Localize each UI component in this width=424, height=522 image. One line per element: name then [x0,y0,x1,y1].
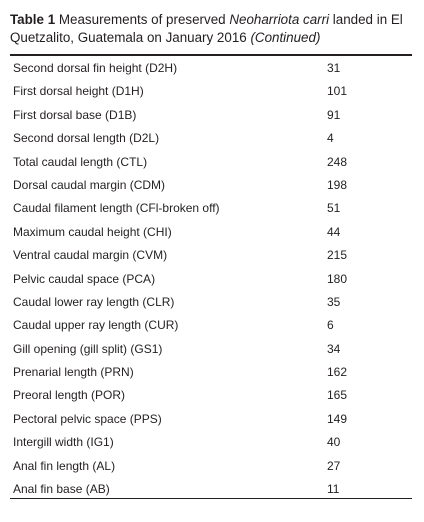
measurement-value: 180 [327,271,348,286]
measurement-value: 215 [327,248,348,263]
table-row [10,80,412,103]
table-row [10,291,412,314]
species-name: Neoharriota carri [229,12,330,27]
table-row [10,361,412,384]
measurement-name: Caudal lower ray length (CLR) [13,294,175,309]
table-row [10,151,412,174]
measurement-name: First dorsal base (D1B) [13,107,137,122]
table-row [10,197,412,220]
table-row [10,244,412,267]
measurement-name: Ventral caudal margin (CVM) [13,248,168,263]
table-row [10,314,412,337]
measurement-value: 4 [327,131,334,146]
caption-text-end: landed in El Quetzalito, Guatemala on January 2016 [10,12,403,45]
measurement-value: 35 [327,294,341,309]
measurement-value: 101 [327,84,348,99]
table-row [10,384,412,407]
table-row [10,174,412,197]
table-label: Table 1 [10,12,56,27]
measurement-value: 248 [327,154,348,169]
measurement-name: First dorsal height (D1H) [13,84,144,99]
measurement-value: 11 [327,482,340,497]
measurement-name: Gill opening (gill split) (GS1) [13,341,163,356]
measurement-name: Pelvic caudal space (PCA) [13,271,156,286]
caption-text-start: Measurements of preserved [55,12,230,27]
measurement-name: Anal fin base (AB) [13,482,110,497]
measurement-value: 91 [327,107,341,122]
measurement-value: 27 [327,458,341,473]
measurement-value: 34 [327,341,341,356]
table-row [10,127,412,150]
measurement-name: Prenarial length (PRN) [13,365,134,380]
measurements-table [10,57,412,501]
measurement-value: 162 [327,365,348,380]
measurement-name: Second dorsal fin height (D2H) [13,61,178,75]
measurement-value: 6 [327,318,334,333]
continued-note: (Continued) [250,29,321,45]
measurement-value: 198 [327,177,348,192]
measurement-value: 31 [327,61,341,75]
table-row [10,221,412,244]
table-bottom-rule [10,498,412,499]
table-row [10,408,412,431]
measurement-name: Preoral length (POR) [13,388,126,403]
measurement-value: 149 [327,411,348,426]
measurement-value: 40 [327,435,341,450]
measurement-value: 44 [327,224,341,239]
table-row [10,431,412,454]
measurement-name: Caudal upper ray length (CUR) [13,318,179,333]
measurement-name: Dorsal caudal margin (CDM) [13,177,166,192]
table-row [10,268,412,291]
measurement-name: Pectoral pelvic space (PPS) [13,411,162,426]
table-row [10,338,412,361]
measurement-name: Caudal filament length (CFl-broken off) [13,201,220,216]
table-row [10,104,412,127]
measurement-name: Second dorsal length (D2L) [13,131,160,146]
measurement-name: Intergill width (IG1) [13,435,114,450]
table-row [10,57,412,80]
measurement-name: Anal fin length (AL) [13,458,116,473]
table-row [10,455,412,478]
measurement-name: Maximum caudal height (CHI) [13,224,172,239]
table-caption [10,11,414,46]
measurement-value: 51 [327,201,341,216]
measurement-value: 165 [327,388,348,403]
table-top-rule [10,54,412,56]
measurement-name: Total caudal length (CTL) [13,154,148,169]
